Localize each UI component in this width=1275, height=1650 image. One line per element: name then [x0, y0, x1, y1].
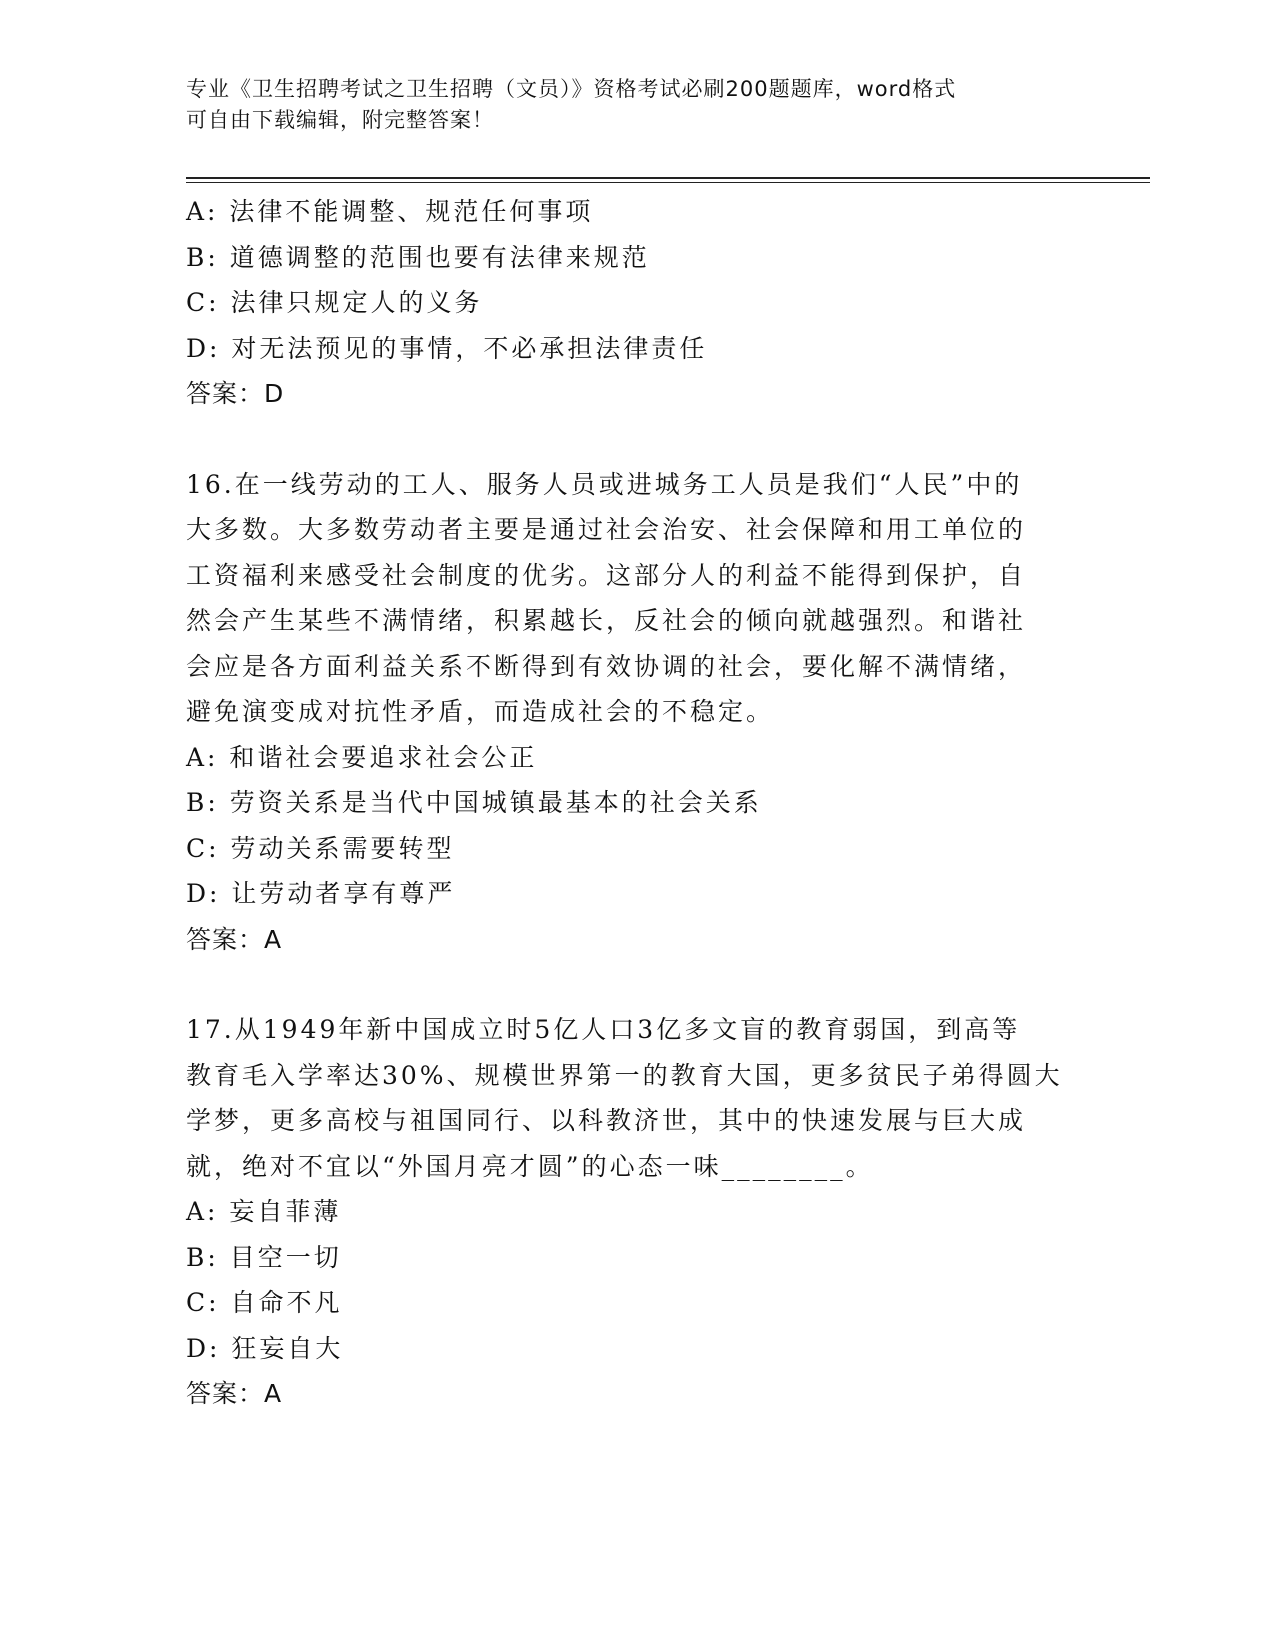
question-stem-line: 17.从1949年新中国成立时5亿人口3亿多文盲的教育弱国，到高等: [186, 1015, 1021, 1044]
question-stem-line: 16.在一线劳动的工人、服务人员或进城务工人员是我们“人民”中的: [186, 469, 1023, 499]
spacer: [186, 962, 1086, 1007]
option-b: B: 道德调整的范围也要有法律来规范: [186, 242, 650, 272]
header-divider-thin: [186, 182, 1150, 183]
question-stem-line: 教育毛入学率达30%、规模世界第一的教育大国，更多贫民子弟得圆大: [186, 1060, 1063, 1090]
header-divider-thick: [186, 177, 1150, 179]
header-line-1: 专业《卫生招聘考试之卫生招聘（文员）》资格考试必刷200题题库，word格式: [186, 77, 957, 101]
question-stem-line: 会应是各方面利益关系不断得到有效协调的社会，要化解不满情绪，: [186, 651, 1027, 681]
option-c: C: 法律只规定人的义务: [186, 288, 483, 317]
question-stem-line: 工资福利来感受社会制度的优劣。这部分人的利益不能得到保护，自: [186, 560, 1027, 590]
question-15: [186, 189, 1086, 417]
answer-label: 答案：A: [186, 1379, 283, 1408]
question-stem-line: 就，绝对不宜以“外国月亮才圆”的心态一味________。: [186, 1151, 874, 1181]
option-d: D: 让劳动者享有尊严: [186, 879, 456, 908]
question-stem-line: 然会产生某些不满情绪，积累越长，反社会的倾向就越强烈。和谐社: [186, 606, 1027, 635]
option-d: D: 狂妄自大: [186, 1333, 344, 1363]
answer-label: 答案：A: [186, 924, 283, 954]
option-a: A: 法律不能调整、规范任何事项: [186, 197, 594, 226]
document-header: [186, 74, 1066, 136]
option-a: A: 和谐社会要追求社会公正: [186, 742, 538, 772]
option-c: C: 自命不凡: [186, 1288, 343, 1317]
option-a: A: 妄自菲薄: [186, 1197, 342, 1226]
question-16: [186, 462, 1086, 963]
question-17: [186, 1007, 1086, 1417]
document-body: [186, 189, 1086, 1417]
answer-label: 答案：D: [186, 379, 285, 408]
option-d: D: 对无法预见的事情，不必承担法律责任: [186, 333, 708, 363]
question-stem-line: 避免演变成对抗性矛盾，而造成社会的不稳定。: [186, 697, 775, 726]
spacer: [186, 417, 1086, 462]
header-line-2: 可自由下载编辑，附完整答案！: [186, 108, 494, 132]
question-stem-line: 大多数。大多数劳动者主要是通过社会治安、社会保障和用工单位的: [186, 515, 1027, 544]
option-c: C: 劳动关系需要转型: [186, 833, 455, 863]
question-stem-line: 学梦，更多高校与祖国同行、以科教济世，其中的快速发展与巨大成: [186, 1106, 1027, 1135]
option-b: B: 劳资关系是当代中国城镇最基本的社会关系: [186, 788, 762, 817]
option-b: B: 目空一切: [186, 1242, 342, 1272]
